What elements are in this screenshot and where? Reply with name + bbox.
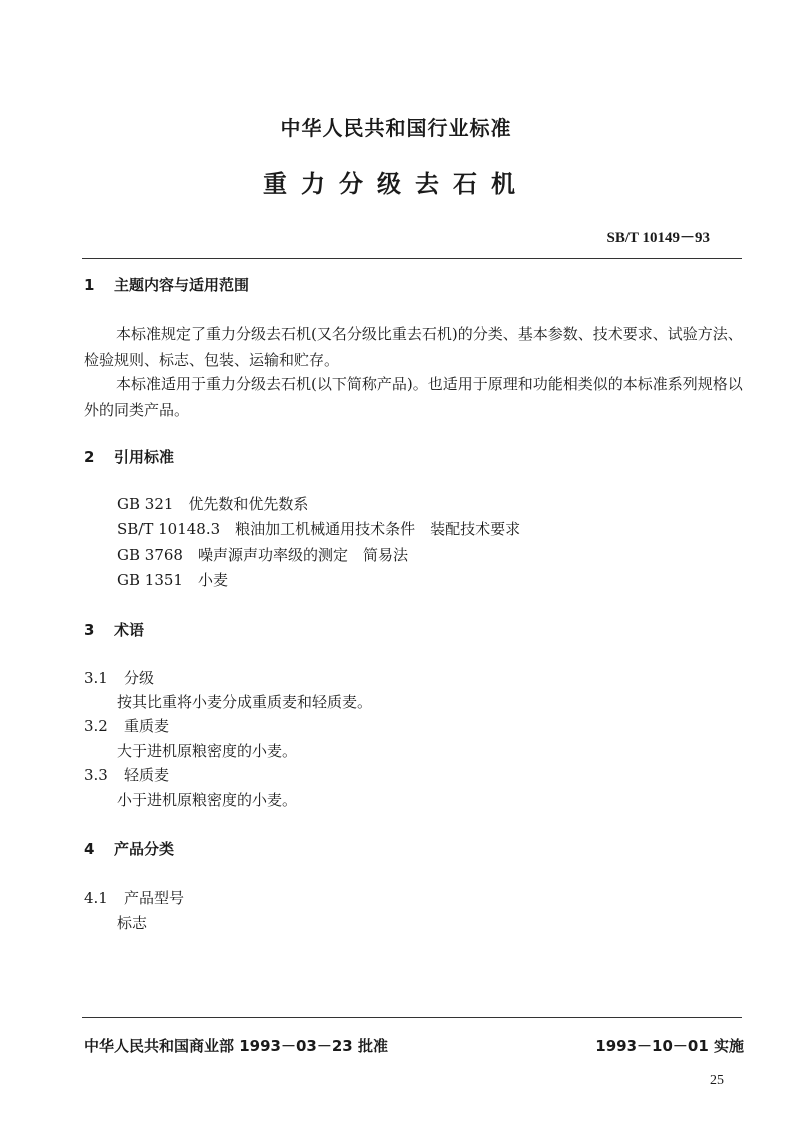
- section-1-paragraph-2: 本标准适用于重力分级去石机(以下简称产品)。也适用于原理和功能相类似的本标准系列规格以外的同类产品。: [84, 375, 743, 419]
- section-2-heading: 2 引用标准: [84, 448, 175, 466]
- standard-code: SB/T 10149－93: [606, 230, 710, 246]
- section-3-heading: 3 术语: [84, 621, 145, 639]
- section-1-paragraph-1: 本标准规定了重力分级去石机(又名分级比重去石机)的分类、基本参数、技术要求、试验方法、检验规则、标志、包装、运输和贮存。: [84, 325, 743, 369]
- footer-rule: [82, 1017, 742, 1018]
- subsection-heading: 4.1 产品型号: [84, 889, 185, 907]
- term-heading: 3.1 分级: [84, 669, 155, 687]
- page-number: 25: [710, 1073, 724, 1088]
- effective-date: 1993－10－01 实施: [595, 1037, 744, 1055]
- section-1-heading: 1 主题内容与适用范围: [84, 276, 250, 294]
- header-rule: [82, 258, 742, 259]
- reference-item: GB 1351 小麦: [117, 571, 228, 589]
- term-definition: 小于进机原粮密度的小麦。: [117, 791, 298, 809]
- section-4-heading: 4 产品分类: [84, 840, 175, 858]
- term-heading: 3.2 重质麦: [84, 717, 170, 735]
- term-definition: 大于进机原粮密度的小麦。: [117, 742, 298, 760]
- standard-category: 中华人民共和国行业标准: [280, 116, 512, 140]
- subsection-text: 标志: [117, 914, 148, 932]
- term-heading: 3.3 轻质麦: [84, 766, 170, 784]
- approval-note: 中华人民共和国商业部 1993－03－23 批准: [84, 1037, 388, 1055]
- reference-item: GB 3768 噪声源声功率级的测定 简易法: [117, 546, 408, 564]
- reference-item: GB 321 优先数和优先数系: [117, 495, 309, 513]
- reference-item: SB/T 10148.3 粮油加工机械通用技术条件 装配技术要求: [117, 520, 521, 538]
- document-title: 重力分级去石机: [263, 170, 529, 198]
- term-definition: 按其比重将小麦分成重质麦和轻质麦。: [117, 693, 373, 711]
